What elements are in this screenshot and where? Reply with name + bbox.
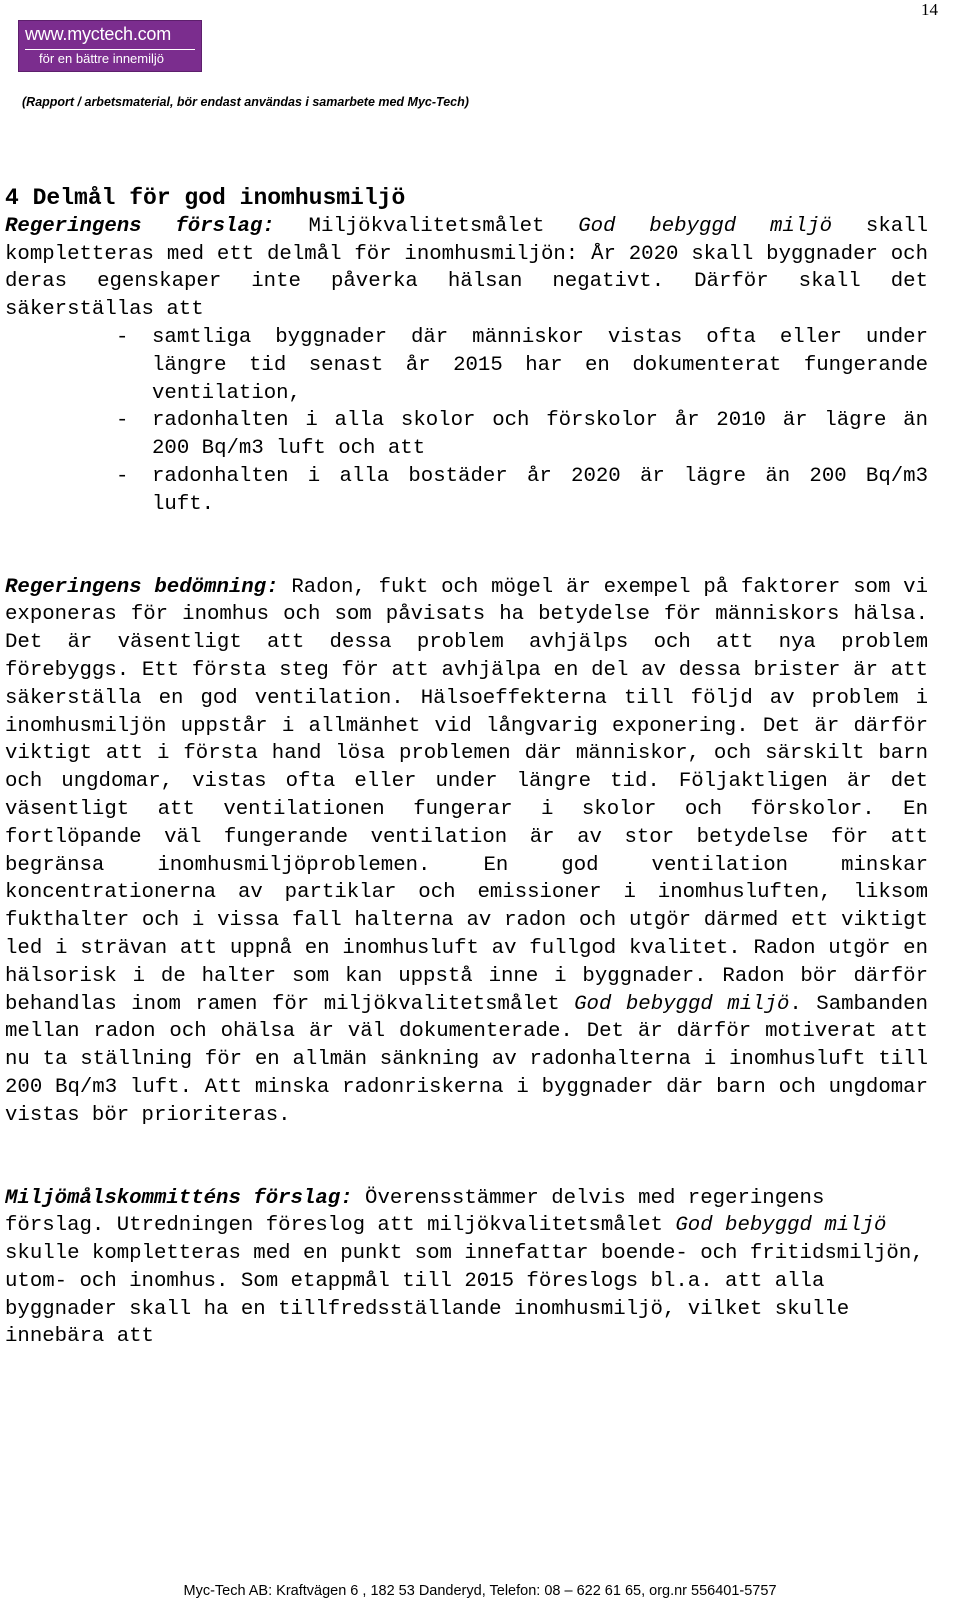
assessment-label: Regeringens bedömning: <box>5 575 279 599</box>
committee-text-2: skulle kompletteras med en punkt som innefattar boende- och fritidsmiljön, utom- och inomhus. Som etappmål till 2015 föreslogs bl.a. att alla byggnader skall ha en tillfredsställande inomhusmiljö, vilket skulle innebära att <box>5 1242 924 1349</box>
list-item-text: radonhalten i alla bostäder år 2020 är lägre än 200 Bq/m3 luft. <box>152 464 928 516</box>
list-item <box>116 463 928 519</box>
bullet-dash: - <box>116 464 129 488</box>
logo-divider <box>25 49 195 50</box>
committee-goal-name: God bebyggd miljö <box>675 1214 887 1238</box>
paragraph-gap <box>5 1130 928 1185</box>
committee-label: Miljömålskommitténs förslag: <box>5 1186 353 1210</box>
page-number: 14 <box>921 0 938 19</box>
proposal-goal-list <box>5 324 928 519</box>
logo-url-text: www.myctech.com <box>25 24 172 44</box>
report-note: (Rapport / arbetsmaterial, bör endast användas i samarbete med Myc-Tech) <box>22 95 469 109</box>
assessment-text-2: . Sambanden mellan radon och ohälsa är väl dokumenterade. Det är därför motiverat att nu ta ställning för en allmän sänkning av radonhalterna i inomhusluft till 200 Bq/m3 luft. Att minska radonriskerna i byggnader där barn och ungdomar vistas bör prioriteras. <box>5 992 929 1127</box>
page-footer: Myc-Tech AB: Kraftvägen 6 , 182 53 Danderyd, Telefon: 08 – 622 61 65, org.nr 556401-5757 <box>183 1583 777 1599</box>
assessment-goal-name: God bebyggd miljö <box>574 992 790 1016</box>
myctech-logo <box>18 20 202 72</box>
list-item <box>116 324 928 407</box>
government-assessment <box>5 574 928 1130</box>
proposal-label: Regeringens förslag: <box>5 214 275 238</box>
bullet-dash: - <box>116 409 129 433</box>
document-body <box>5 185 928 1351</box>
proposal-text-2: skall kompletteras med ett delmål för inomhusmiljön: År 2020 skall byggnader och deras egenskaper inte påverka hälsan negativt. Därför skall det säkerställas att <box>5 214 928 322</box>
list-item-text: samtliga byggnader där människor vistas ofta eller under längre tid senast år 2015 har en dokumenterat fungerande ventilation, <box>152 325 928 405</box>
logo-tagline: för en bättre innemiljö <box>39 51 165 66</box>
section-heading: 4 Delmål för god inomhusmiljö <box>5 185 406 211</box>
assessment-text-1: Radon, fukt och mögel är exempel på faktorer som vi exponeras för inomhus och som påvisats ha betydelse för människors hälsa. Det är väsentligt att dessa problem avhjälps och att nya problem förebyggs. Ett första steg för att avhjälpa en del av dessa brister är att säkerställa en god ventilation. Hälsoeffekterna till följd av problem i inomhusmiljön uppstår i allmänhet vid långvarig exponering. Det är därför viktigt att i första hand lösa problemen där människor, och särskilt barn och ungdomar, vistas ofta eller under längre tid. Följaktligen är det väsentligt att ventilationen fungerar i skolor och förskolor. En fortlöpande väl fungerande ventilation är av stor betydelse för att begränsa inomhusmiljöproblemen. En god ventilation minskar koncentrationerna av partiklar och emissioner i inomhusluften, liksom fukthalter och i vissa fall halterna av radon och utgör därmed ett viktigt led i strävan att uppnå en inomhusluft av fullgod kvalitet. Radon utgör en hälsorisk i de halter som kan uppstå inne i byggnader. Radon bör därför behandlas inom ramen för miljökvalitetsmålet <box>5 575 928 1016</box>
proposal-goal-name: God bebyggd miljö <box>578 214 833 238</box>
proposal-text-1: Miljökvalitetsmålet <box>274 214 579 238</box>
paragraph-gap <box>5 519 928 574</box>
committee-text-1: Överensstämmer delvis med regeringens förslag. Utredningen föreslog att miljökvalitetsmålet <box>5 1186 825 1238</box>
list-item-text: radonhalten i alla skolor och förskolor år 2010 är lägre än 200 Bq/m3 luft och att <box>152 409 928 461</box>
committee-proposal <box>5 1185 928 1352</box>
government-proposal <box>5 213 928 324</box>
list-item <box>116 407 928 463</box>
bullet-dash: - <box>116 325 129 349</box>
